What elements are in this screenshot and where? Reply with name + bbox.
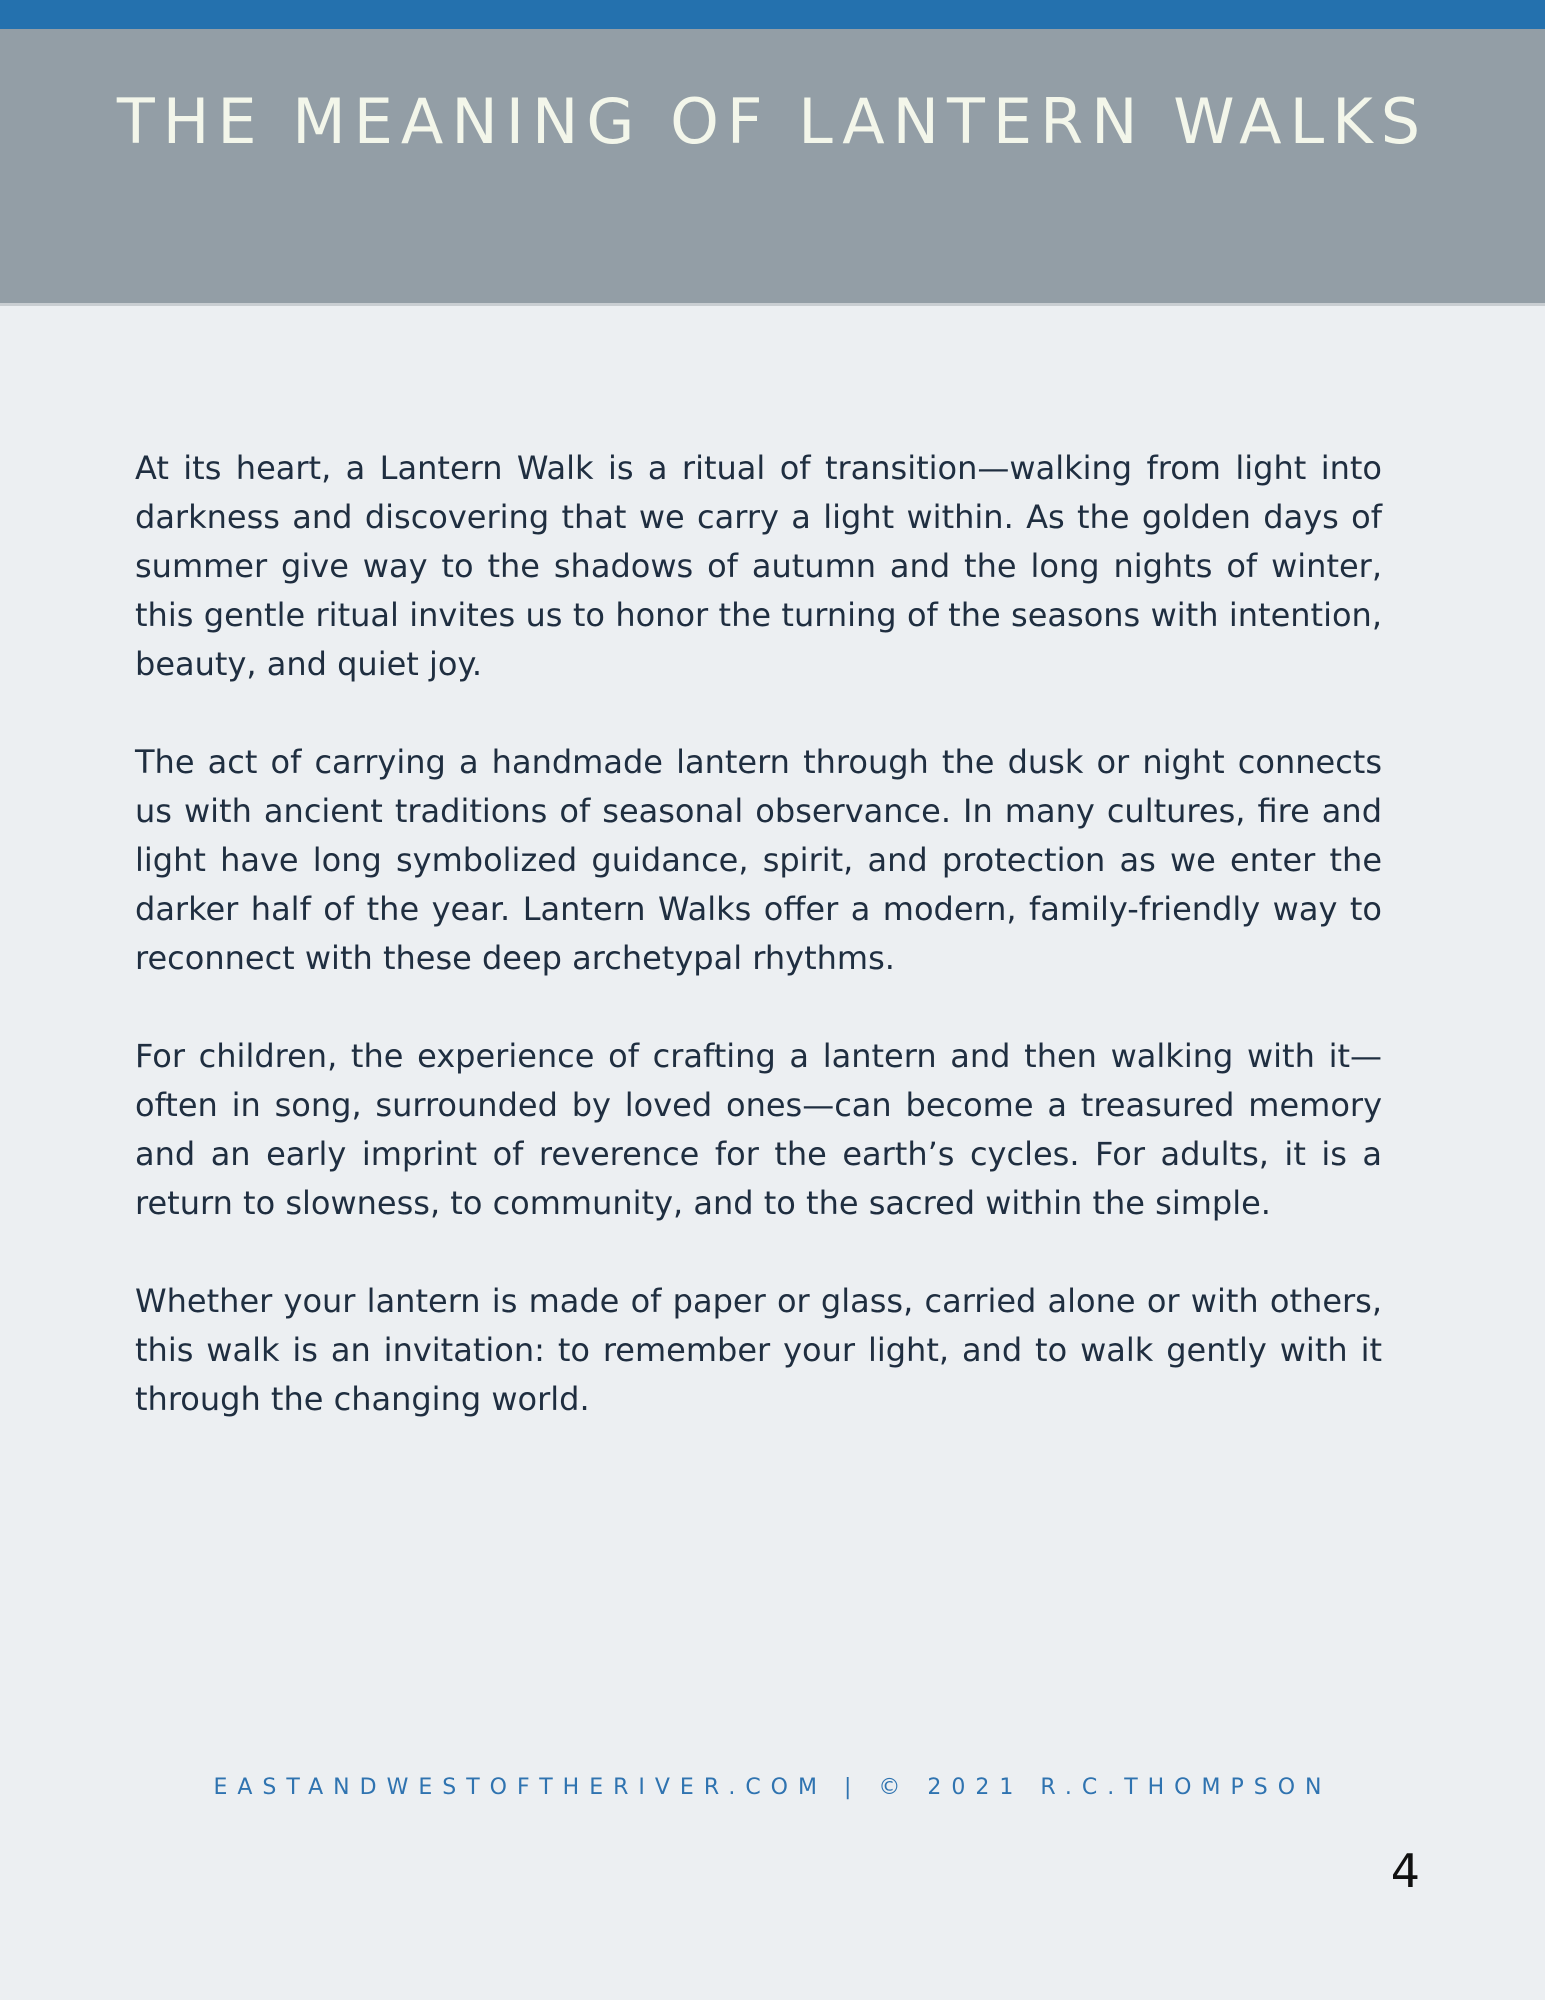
body-text <box>135 444 1382 1473</box>
body-paragraph-1: At its heart, a Lantern Walk is a ritual of transition—walking from light into darkness and discovering that we carry a light within. As the golden days of summer give way to the shadows of autumn and the long nights of winter, this gentle ritual invites us to honor the turning of the seasons with intention, beauty, and quiet joy. <box>135 449 1382 683</box>
page-title: THE MEANING OF LANTERN WALKS <box>116 85 1429 158</box>
page-number: 4 <box>1390 1844 1420 1898</box>
footer-credit: EASTANDWESTOFTHERIVER.COM | © 2021 R.C.THOMPSON <box>213 1775 1332 1800</box>
body-paragraph-3: For children, the experience of crafting a lantern and then walking with it—often in song, surrounded by loved ones—can become a treasured memory and an early imprint of reverence for the earth’s cycles. For adults, it is a return to slowness, to community, and to the sacred within the simple. <box>135 1037 1382 1222</box>
header-band <box>0 29 1545 306</box>
body-paragraph-4: Whether your lantern is made of paper or glass, carried alone or with others, this walk is an invitation: to remember your light, and to walk gently with it through the changing world. <box>135 1282 1382 1418</box>
body-paragraph-2: The act of carrying a handmade lantern through the dusk or night connects us with ancient traditions of seasonal observance. In many cultures, fire and light have long symbolized guidance, spirit, and protection as we enter the darker half of the year. Lantern Walks offer a modern, family-friendly way to reconnect with these deep archetypal rhythms. <box>135 743 1382 977</box>
top-accent-bar <box>0 0 1545 29</box>
